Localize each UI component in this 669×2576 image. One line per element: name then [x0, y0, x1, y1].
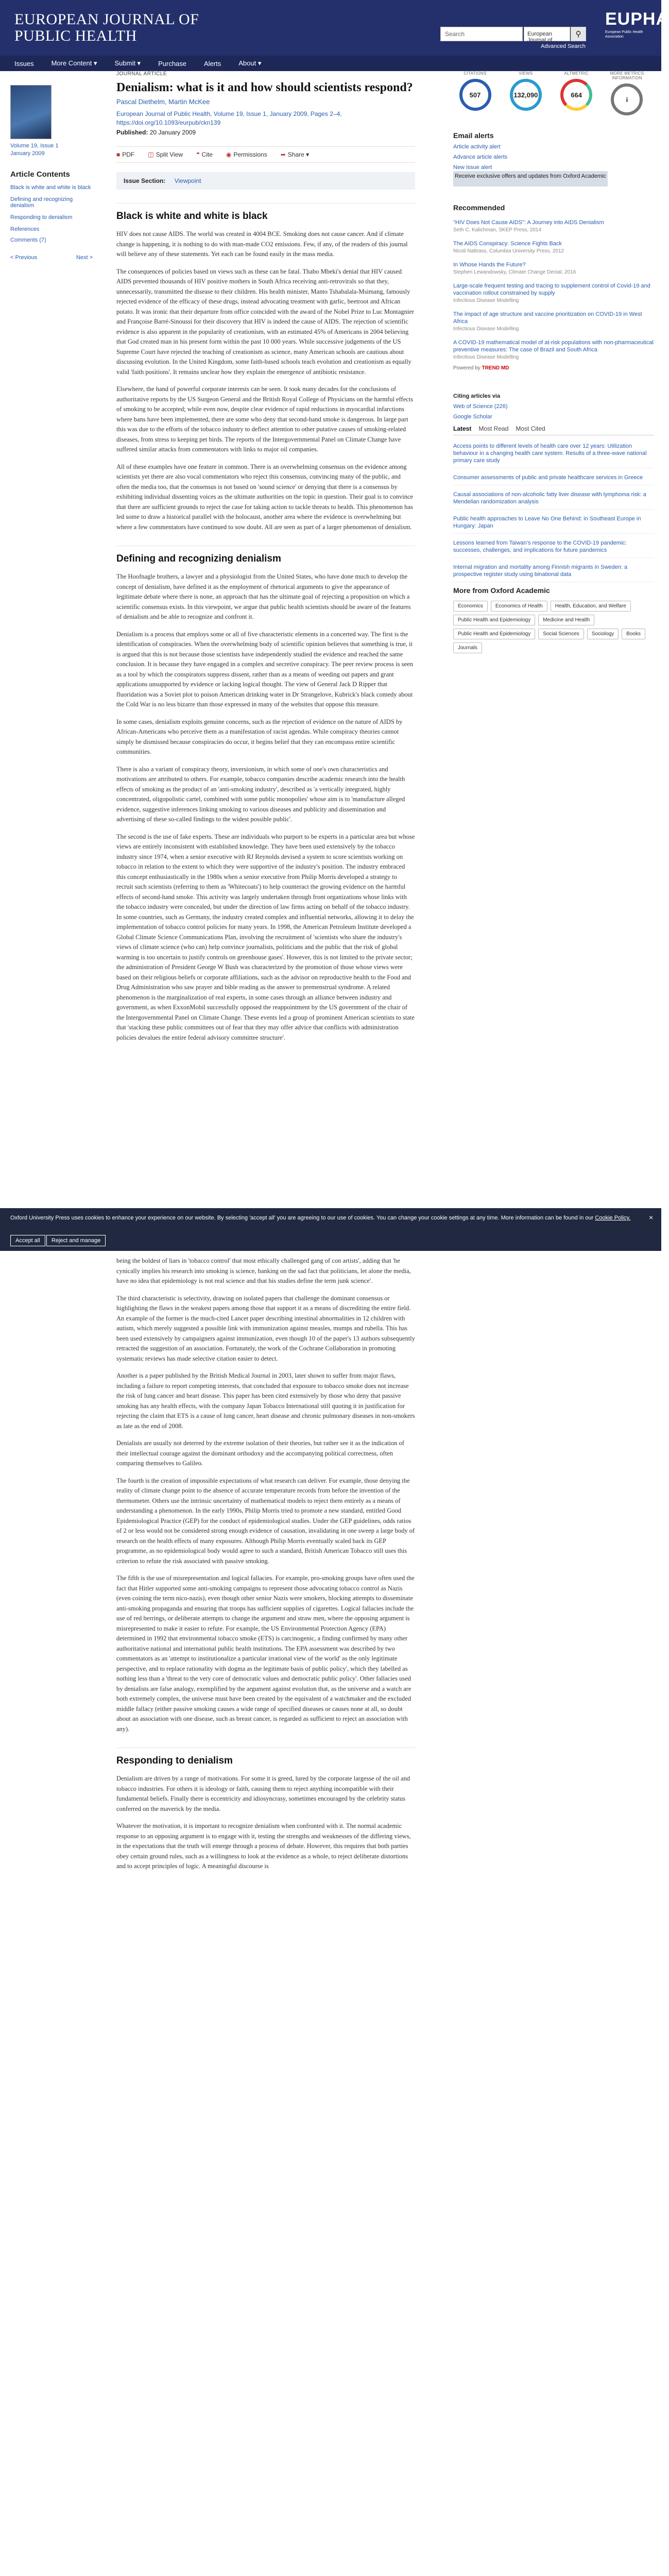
body-paragraph: Elsewhere, the hand of powerful corporate interests can be seen. It took many decades for the conclusions of authoritative reports by the US Surgeon General and the British Royal College of Physicians on the harmful effects of smoking to be accepted; while even now, despite clear evidence of rapid reductions in myocardial infarctions where bans have been implemented, there are some who deny that second-hand smoke is dangerous. In large part this was due to the efforts of the tobacco industry to deflect attention to other putative causes of smoking-related diseases, from stress to keeping pet birds. The reports of the Intergovernmental Panel on Climate Change have suffered similar attacks from commentators with links to major oil companies.	[116, 385, 414, 453]
info-icon: i	[611, 83, 643, 115]
alert-link[interactable]: Advance article alerts	[453, 154, 508, 160]
journal-title[interactable]	[14, 11, 199, 44]
nav-issues[interactable]: Issues	[14, 59, 34, 67]
nav-alerts[interactable]: Alerts	[204, 59, 221, 67]
nav-submit[interactable]: Submit ▾	[114, 59, 141, 67]
list-item[interactable]: Causal associations of non-alcoholic fatty liver disease with lymphoma risk: a Mendelian randomization analysis	[453, 491, 654, 510]
issue-volume[interactable]: Volume 19, Issue 1	[10, 143, 59, 149]
issue-info[interactable]	[10, 142, 59, 158]
recommended-panel	[453, 204, 654, 371]
article-tools	[116, 146, 415, 163]
toc-title: Article Contents	[10, 170, 70, 179]
split-view-icon: ◫	[148, 151, 154, 158]
eupha-logo[interactable]: EUPHA	[605, 9, 669, 29]
nav-more-content[interactable]: More Content ▾	[51, 59, 97, 67]
recommended-item-source: Nicoli Nattrass, Columbia University Press, 2012	[453, 248, 564, 254]
list-item[interactable]: Consumer assessments of public and private healthcare services in Greece	[453, 474, 654, 485]
published-label: Published:	[116, 129, 148, 136]
issue-section	[116, 172, 415, 190]
alert-link[interactable]: Article activity alert	[453, 144, 501, 150]
recommended-item-source: Infectious Disease Modelling	[453, 354, 519, 360]
recommended-item[interactable]	[453, 261, 654, 275]
body-paragraph: The consequences of policies based on views such as these can be fatal. Thabo Mbeki's denial that HIV caused AIDS prevented thousands of HIV positive mothers in South Africa receiving anti-retrovirals so that they, unnecessarily, transmitted the disease to their children. His health minister, Manto Tshabalala-Msimang, famously rejected evidence of the efficacy of these drugs, instead advocating treatment with garlic, beetroot and African potato. It was ironic that their departure from office coincided with the award of the Nobel Prize to Luc Montagnier and Françoise Barré-Sinoussi for their discovery that HIV is indeed the cause of AIDS. The rejection of scientific evidence is also apparent in the popularity of creationism, with an estimated 45% of Americans in 2004 believing that God created man in his present form within the past 10 000 years. While successive judgements of the US Supreme Court have rejected the teaching of creationism as science, many American schools are cautious about discussing evolution. In the United Kingdom, some faith-based schools teach evolution and creationism as equally valid 'faith positions'. It remains unclear how they explain the emergence of antibiotic resistance.	[116, 267, 415, 376]
citing-link[interactable]: Google Scholar	[453, 414, 492, 420]
section-heading: Black is white and white is black	[116, 203, 415, 222]
recommended-item[interactable]	[453, 339, 654, 360]
body-paragraph: being the boldest of liars in 'tobacco control' that most ethically challenged gang of con artists', adding that 'he cynically implies his research into smoking is science, banking on the sad fact that politicians, let alone the media, have no idea that epidemiology is not real science and that his studies define the term junk science'.	[116, 1257, 411, 1284]
list-item[interactable]: Public health approaches to Leave No One Behind: in Southeast Europe in Hungary: Japan	[453, 515, 654, 534]
share-button[interactable]	[281, 151, 309, 158]
article-main	[116, 71, 415, 1050]
subject-tag[interactable]: Public Health and Epidemiology	[453, 629, 535, 639]
more-from-oxford	[453, 586, 654, 653]
cookie-text-block	[10, 1214, 649, 1222]
email-alerts-title: Email alerts	[453, 131, 494, 140]
published-line	[116, 129, 415, 136]
metric-value: 507	[459, 79, 491, 111]
subject-tag[interactable]: Medicine and Health	[538, 615, 594, 625]
issue-section-label: Issue Section:	[124, 177, 166, 184]
citing-title: Citing articles via	[453, 393, 501, 399]
citing-articles	[453, 389, 608, 420]
recommended-item-title[interactable]: In Whose Hands the Future?	[453, 262, 526, 268]
citing-link[interactable]: Web of Science (226)	[453, 403, 508, 410]
toc-item[interactable]: Black is white and white is black	[10, 184, 91, 191]
tab-most-read[interactable]: Most Read	[478, 425, 509, 432]
latest-list	[453, 437, 654, 582]
metric-label: MORE METRICS INFORMATION	[610, 71, 644, 80]
article-type: JOURNAL ARTICLE	[116, 71, 167, 77]
recommended-item-source: Stephen Lewandowsky, Climate Change Denial, 2016	[453, 269, 576, 275]
powered-by-label: Powered by	[453, 365, 481, 371]
list-item[interactable]: Internal migration and mortality among Finnish migrants in Sweden: a prospective register study using binational data	[453, 564, 654, 582]
citations-metric[interactable]	[453, 71, 497, 115]
recommended-item-source: Seth C. Kalichman, SKEP Press, 2014	[453, 227, 542, 233]
body-paragraph: HIV does not cause AIDS. The world was created in 4004 BCE. Smoking does not cause cancer. And if climate change is happening, it is nothing to do with man-made CO2 emissions. Few, if any, of the readers of this journal will believe any of these statements. Yet each can be found easily in the mass media.	[116, 230, 408, 258]
body-paragraph: Another is a paper published by the British Medical Journal in 2003, later shown to suffer from major flaws, including a failure to report competing interests, that concluded that exposure to tobacco smoke does not increase the risk of lung cancer and heart disease. This paper has been cited extensively by those who deny that passive smoking has any health effects, with the company Japan Tobacco International still quoting it in justification for rejecting the claim that ETS is a cause of lung cancer, heart disease and chronic pulmonary diseases in non-smokers as late as the end of 2008.	[116, 1372, 415, 1430]
body-paragraph: Whatever the motivation, it is important to recognize denialism when confronted with it. The normal academic response to an opposing argument is to engage with it, testing the strengths and weaknesses of the differing views, in the expectations that the truth will emerge through a process of debate. However, this requires that both parties obey certain ground rules, such as a willingness to look at the evidence as a whole, to reject deliberate distortions and to accept principles of logic. A meaningful discourse is	[116, 1822, 411, 1870]
metric-label: VIEWS	[519, 71, 533, 76]
journal-header	[0, 0, 669, 56]
tab-latest[interactable]: Latest	[453, 425, 472, 432]
tab-most-cited[interactable]: Most Cited	[516, 425, 545, 432]
body-paragraph: All of these examples have one feature in common. There is an overwhelming consensus on the evidence among scientists yet there are also vocal commentators who reject this consensus, convincing many of the public, and often the media too, that the consensus is not based on 'sound science' or denying that there is a consensus by exhibiting individual dissenting voices as the ultimate authorities on the topic in question. Their goal is to convince that there are sufficient grounds to reject the case for taking action to tackle threats to health. This phenomenon has led some to draw a historical parallel with the holocaust, another area where the evidence is overwhelming but where a few commentators have continued to sow doubt. All are seen as part of a larger phenomenon of denialism.	[116, 463, 414, 531]
toc-item[interactable]: References	[10, 226, 40, 232]
email-alerts	[453, 131, 608, 171]
issue-date: January 2009	[10, 150, 45, 157]
recommended-item-title[interactable]: The impact of age structure and vaccine prioritization on COVID-19 in West Africa	[453, 311, 642, 325]
section-heading: Responding to denialism	[116, 1748, 415, 1767]
article-main-continued	[116, 1256, 415, 1879]
metric-label: ALTMETRIC	[564, 71, 589, 76]
search-scope-select[interactable]: European Journal of…	[524, 27, 570, 41]
toc-list	[10, 184, 98, 238]
cookie-policy-link[interactable]: Cookie Policy.	[595, 1215, 631, 1221]
subject-tag[interactable]: Public Health and Epidemiology	[453, 615, 535, 625]
previous-link[interactable]: < Previous	[10, 255, 38, 261]
recommended-item-title[interactable]: Large-scale frequent testing and tracing to supplement control of Covid-19 and vaccination rollout constrained by supply	[453, 283, 650, 296]
list-item[interactable]: Lessons learned from Taiwan's response to the COVID-19 pandemic: successes, challenges, and implications for future pandemics	[453, 539, 654, 558]
recommended-item-source: Infectious Disease Modelling	[453, 326, 519, 332]
journal-title-line1[interactable]: EUROPEAN JOURNAL OF	[14, 11, 199, 28]
body-paragraph: In some cases, denialism exploits genuine concerns, such as the rejection of evidence on the nature of AIDS by African-Americans who perceive them as a manifestation of racist agendas. While conspiracy theories cannot simply be dismissed because conspiracies do occur, it begins belief that they can encompass entire scientific communities.	[116, 718, 403, 755]
views-metric[interactable]	[504, 71, 547, 115]
published-date: 20 January 2009	[149, 129, 196, 136]
body-paragraph: The third characteristic is selectivity, drawing on isolated papers that challenge the dominant consensus or highlighting the flaws in the weakest papers among those that support it as a means of discrediting the entire field. An example of the former is the much-cited Lancet paper describing intestinal abnormalities in 12 children with autism, which merely suggested a possible link with immunization against measles, mumps and rubella. This has been used extensively by campaigners against immunization, even though 10 of the paper's 13 authors subsequently retracted the suggestion of an association. Fortunately, the work of the Cochrane Collaboration in promoting systematic reviews has made selective citation easier to detect.	[116, 1294, 415, 1362]
cookie-text: Oxford University Press uses cookies to enhance your experience on our website. By selecting 'accept all' you are agreeing to our use of cookies. You can change your cookie settings at any time. More information can be found in our	[10, 1215, 594, 1221]
recommended-item-title[interactable]: The AIDS Conspiracy: Science Fights Back	[453, 241, 562, 247]
share-label: Share ▾	[287, 151, 310, 158]
body-paragraph: There is also a variant of conspiracy theory, inversionism, in which some of one's own characteristics and motivations are attributed to others. For example, tobacco companies describe academic research into the health effects of smoking as the product of an 'anti-smoking industry', described as 'a vertically integrated, highly concentrated, oligopolistic cartel, combined with some public monopolies' whose aim is to 'manufacture alleged evidence, suggestive inferences linking smoking to various diseases and publicity and dissemination and advertising of these so-called findings to the widest possible public'.	[116, 765, 405, 823]
subject-tag[interactable]: Health, Education, and Welfare	[551, 601, 631, 612]
exclusive-offers-button[interactable]: Receive exclusive offers and updates from Oxford Academic	[453, 171, 608, 187]
permissions-button[interactable]	[226, 151, 267, 158]
pdf-button[interactable]	[116, 151, 134, 158]
body-paragraph: Denialism is a process that employs some or all of five characteristic elements in a concerted way. The first is the identification of conspiracies. When the overwhelming body of scientific opinion believes that something is true, it is argued that this is not because those scientists have independently studied the evidence and reached the same conclusion. It is because they have engaged in a complex and secretive conspiracy. The peer review process is seen as a tool by which the conspirators suppress dissent, rather than as a means of weeding out papers and grant applications unsupported by evidence or lacking logical thought. The view of General Jack D Ripper that fluoridation was a Soviet plot to poison American drinking water in Dr Strangelove, Kubrick's black comedy about the Cold War is no less bizarre than those expressed in many of the websites that oppose this measure.	[116, 630, 413, 708]
recommended-item[interactable]	[453, 240, 654, 254]
recommended-title: Recommended	[453, 204, 505, 212]
journal-title-line2[interactable]: PUBLIC HEALTH	[14, 27, 137, 44]
body-paragraph: Denialism are driven by a range of motivations. For some it is greed, lured by the corporate largesse of the oil and tobacco industries. For others it is ideology or faith, causing them to reject anything incompatible with their fundamental beliefs. Finally there is eccentricity and idiosyncrasy, sometimes encouraged by the celebrity status conferred on the maverick by the media.	[116, 1775, 410, 1812]
pdf-label: PDF	[122, 151, 135, 158]
nav-purchase[interactable]: Purchase	[158, 59, 187, 67]
subject-tag[interactable]: Economics	[453, 601, 488, 612]
advanced-search-link[interactable]: Advanced Search	[541, 43, 586, 49]
cite-button[interactable]	[196, 151, 213, 158]
share-icon: ➦	[280, 151, 286, 158]
subject-tag[interactable]: Economics of Health	[491, 601, 547, 612]
cookie-banner	[0, 1208, 661, 1251]
cite-label: Cite	[201, 151, 213, 158]
body-paragraph: The fourth is the creation of impossible expectations of what research can deliver. For example, those denying the reality of climate change point to the absence of accurate temperature records from before the invention of the thermometer. Others use the intrinsic uncertainty of mathematical models to reject them entirely as a means of understanding a phenomenon. In the early 1990s, Philip Morris tried to promote a new standard, entitled Good Epidemiological Practice (GEP) for the conduct of epidemiological studies. Under the GEP guidelines, odds ratios of 2 or less would not be considered strong enough evidence of causation, invalidating in one sweep a large body of research on the health effects of many exposures. Although Philip Morris eventually scaled back its GEP programme, as no epidemiological body would agree to such a standard, British American Tobacco still uses this criterion to refute the risk associated with passive smoking.	[116, 1477, 415, 1565]
recommended-item[interactable]	[453, 311, 654, 332]
permissions-icon: ◉	[226, 151, 232, 158]
main-nav	[0, 56, 661, 71]
article-metrics	[453, 71, 649, 115]
alert-link[interactable]: New issue alert	[453, 164, 492, 171]
article-title: Denialism: what is it and how should scientists respond?	[116, 81, 413, 94]
body-paragraph: The fifth is the use of misrepresentation and logical fallacies. For example, pro-smoking groups have often used the fact that Hitler supported some anti-smoking campaigns to represent those advocating tobacco control as Nazis (even coining the term nico-nazis), even though other senior Nazis were smokers, blocking attempts to disseminate anti-smoking propaganda and ensuring that troops has sufficient supplies of cigarettes. Logical fallacies include the use of red herrings, or deliberate attempts to change the argument and straw men, where the opposing argument is misrepresented to make it easier to refute. For example, the US Environmental Protection Agency (EPA) determined in 1992 that environmental tobacco smoke (ETS) is carcinogenic, a finding confirmed by many other authoritative national and international public health institutions. The EPA assessment was described by two commentators as an 'attempt to institutionalize a particular irrational view of the world' as the only legitimate perspective, and to replace rationality with dogma as the legitimate basis of public policy', which they labelled as nothing less than a 'threat to the very core of democratic values and democratic public policy'. Other fallacies used by denialists are false analogy, exemplified by the argument against evolution that, as the universe and a watch are both extremely complex, the universe must have been created by the equivalent of a watchmaker and the excluded middle fallacy (either passive smoking causes a wide range of specified diseases or causes none at all, so doubt about an association with one disease, such as breast cancer, is regarded as sufficient to reject an association with any).	[116, 1574, 415, 1733]
toc-item[interactable]: Defining and recognizing denialism	[10, 196, 73, 209]
split-view-label: Split View	[156, 151, 183, 158]
article-tabs	[453, 425, 654, 435]
metric-label: CITATIONS	[464, 71, 487, 76]
accept-all-button[interactable]: Accept all	[10, 1235, 45, 1246]
body-paragraph: The Hoofnagle brothers, a lawyer and a physiologist from the United States, who have done much to develop the concept of denialism, have defined it as the employment of rhetorical arguments to give the appearance of legitimate debate where there is none, an approach that has the ultimate goal of rejecting a proposition on which a scientific consensus exists. In this viewpoint, we argue that public health scientists should be aware of the features of denialism and be able to recognize and confront it.	[116, 573, 411, 620]
subject-tag[interactable]: Books	[622, 629, 645, 639]
search-icon[interactable]: ⚲	[571, 27, 586, 41]
nav-about[interactable]: About ▾	[238, 59, 262, 67]
article-authors[interactable]: Pascal Diethelm, Martin McKee	[116, 98, 210, 106]
recommended-item-title[interactable]: A COVID-19 mathematical model of at-risk populations with non-pharmaceutical preventive measures: The case of Brazil and South Africa	[453, 340, 654, 353]
recommended-item-title[interactable]: "HIV Does Not Cause AIDS": A Journey into AIDS Denialism	[453, 219, 604, 226]
subject-tag[interactable]: Social Sciences	[538, 629, 584, 639]
more-from-oxford-title: More from Oxford Academic	[453, 586, 550, 595]
issue-section-value[interactable]: Viewpoint	[174, 177, 201, 184]
body-paragraph: The second is the use of fake experts. These are individuals who purport to be experts in a particular area but whose views are entirely inconsistent with established knowledge. They have been used extensively by the tobacco industry since 1974, when a senior executive with RJ Reynolds devised a system to score scientists working on tobacco in relation to the extent to which they were supportive of the industry's position. The industry embraced this concept enthusiastically in the 1980s when a senior executive from Philip Morris developed a strategy to recruit such scientists (referring to them as 'Whitecoats') to help counteract the growing evidence on the harmful effects of second-hand smoke. This activity was largely undertaken through front organizations whose links with the tobacco industry were concealed, but under the direction of law firms acting on behalf of the tobacco industry. In some countries, such as Germany, the industry created complex and influential networks, allowing it to delay the implementation of tobacco control policies for many years. In 1998, the American Petroleum Institute developed a Global Climate Science Communications Plan, involving the recruitment of 'scientists who share the industry's views of climate science (who can) help convince journalists, politicians and the public that the risk of global warming is too uncertain to justify controls on greenhouse gases'. However, this is not limited to the private sector; the administration of President George W Bush was characterized by the promotion of those whose views were based on their religious beliefs or corporate affiliations, such as the advisor on reproductive health to the Food and Drug Administration who saw prayer and bible reading as the answer to premenstrual syndrome. A related phenomenon is the marginalization of real experts, in some cases through an alliance between industry and government, as when ExxonMobil successfully opposed the reappointment by the US government of the chair of the Intergovernmental Panel on Climate Change. These events led a group of prominent American scientists to state that 'stacking these public committees out of fear that they may offer advice that conflicts with administration policies devalues the entire federal advisory committee structure'.	[116, 833, 415, 1041]
pdf-icon: ■	[116, 151, 121, 158]
close-icon[interactable]: ×	[649, 1213, 654, 1222]
subject-tag[interactable]: Journals	[453, 642, 482, 653]
next-link[interactable]: Next >	[76, 255, 93, 261]
list-item[interactable]: Access points to different levels of health care over 12 years: Utilization behaviour in a changing health care system. Results of a three-wave national primary care study	[453, 443, 654, 468]
prev-next-nav	[10, 255, 93, 261]
journal-cover-image[interactable]	[10, 85, 52, 139]
eupha-subtitle: European Public Health Association	[605, 30, 643, 39]
metric-value: 132,090	[510, 79, 542, 111]
recommended-item-source: Infectious Disease Modelling	[453, 298, 519, 303]
reject-and-manage-button[interactable]: Reject and manage	[46, 1235, 106, 1246]
altmetric-metric[interactable]	[555, 71, 598, 115]
split-view-button[interactable]	[148, 151, 183, 158]
metric-value: 664	[560, 79, 592, 111]
recommended-item[interactable]	[453, 282, 654, 303]
trendmd-logo[interactable]: TREND MD	[482, 365, 509, 371]
search-input[interactable]: Search	[440, 27, 523, 41]
more-metrics[interactable]	[605, 71, 649, 115]
permissions-label: Permissions	[233, 151, 267, 158]
subject-tag[interactable]: Sociology	[587, 629, 619, 639]
toc-item[interactable]: Responding to denialism	[10, 214, 73, 221]
comments-link[interactable]: Comments (7)	[10, 237, 46, 243]
body-paragraph: Denialists are usually not deterred by the extreme isolation of their theories, but rather see it as the indication of their intellectual courage against the dominant orthodoxy and the accompanying political correctness, often comparing themselves to Galileo.	[116, 1439, 404, 1467]
section-heading: Defining and recognizing denialism	[116, 546, 415, 565]
article-citation[interactable]: European Journal of Public Health, Volume 19, Issue 1, January 2009, Pages 2–4, https://doi.org/10.1093/eurpub/ckn139	[116, 110, 342, 126]
subject-tags	[453, 601, 654, 653]
powered-by[interactable]	[453, 365, 654, 371]
quote-icon: ❝	[196, 151, 200, 158]
recommended-item[interactable]	[453, 219, 654, 233]
